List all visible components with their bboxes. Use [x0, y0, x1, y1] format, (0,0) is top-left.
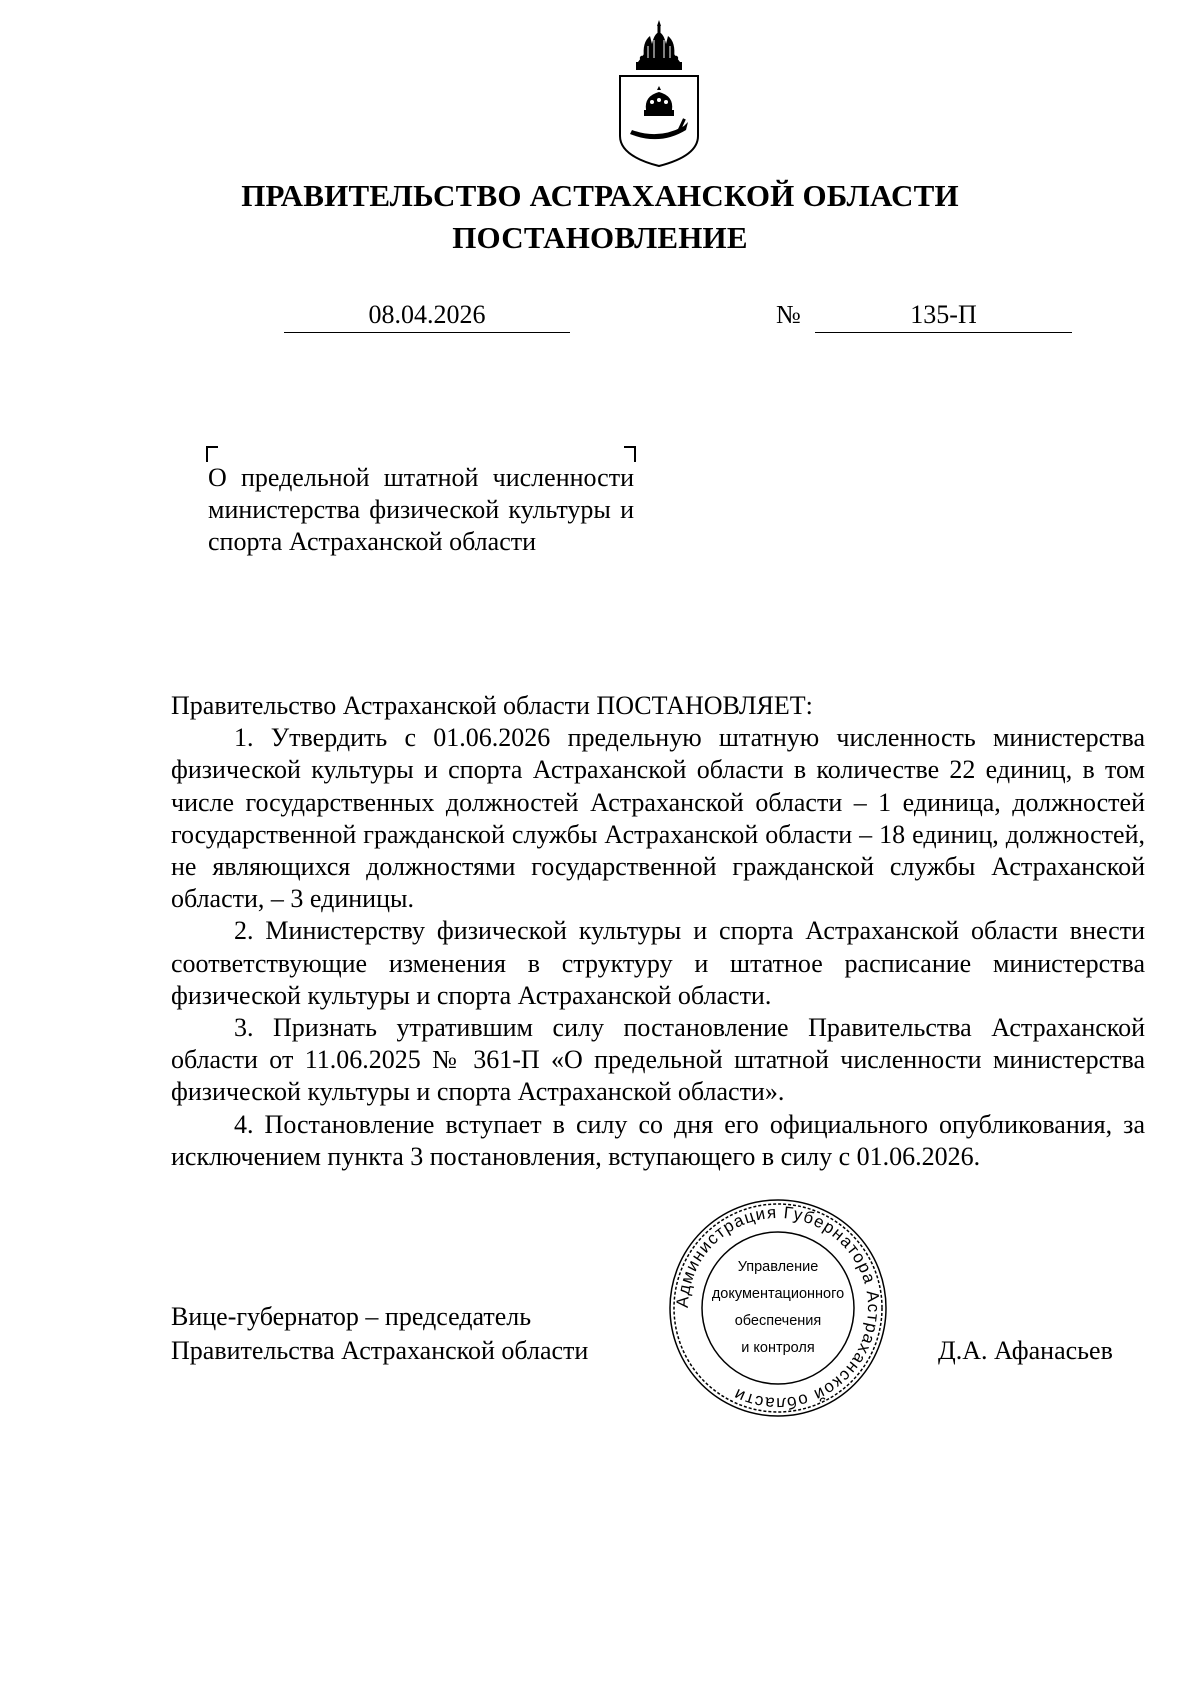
document-number: 135-П	[815, 298, 1072, 333]
document-date: 08.04.2026	[284, 298, 570, 333]
stamp-center-line: Управление	[737, 1259, 819, 1275]
document-subject: О предельной штатной численности министерства физической культуры и спорта Астраханской области	[208, 463, 634, 556]
body-item: 4. Постановление вступает в силу со дня его официального опубликования, за исключением пункта 3 постановления, вступающего в силу с 01.06.2026.	[171, 1109, 1145, 1171]
document-body	[171, 690, 1145, 1173]
government-heading: ПРАВИТЕЛЬСТВО АСТРАХАНСКОЙ ОБЛАСТИ	[241, 178, 959, 213]
body-intro: Правительство Астраханской области ПОСТАНОВЛЯЕТ:	[171, 691, 813, 720]
coat-of-arms-emblem	[614, 18, 704, 168]
number-sign: №	[776, 300, 801, 329]
signer-name: Д.А. Афанасьев	[938, 1336, 1113, 1365]
signer-position	[171, 1300, 588, 1368]
body-item: 1. Утвердить с 01.06.2026 предельную штатную численность министерства физической культуры и спорта Астраханской области в количестве 22 единиц, в том числе государственных должностей Астраханской области – 1 единица, должностей государственной гражданской службы Астраханской области – 18 единиц, должностей, не являющихся должностями государственной гражданской службы Астраханской области, – 3 единицы.	[171, 723, 1145, 914]
stamp-center-line: и контроля	[741, 1340, 815, 1356]
body-item: 3. Признать утратившим силу постановление Правительства Астраханской области от 11.06.2025 № 361-П «О предельной штатной численности министерства физической культуры и спорта Астраханской области».	[171, 1013, 1145, 1107]
stamp-center-line: обеспечения	[734, 1313, 822, 1329]
document-type-heading: ПОСТАНОВЛЕНИЕ	[452, 220, 748, 255]
signer-position-line: Вице-губернатор – председатель	[171, 1302, 532, 1331]
subject-corner-right	[624, 446, 636, 462]
signer-position-line: Правительства Астраханской области	[171, 1336, 589, 1365]
stamp-center-line: документационного	[711, 1286, 845, 1302]
subject-corner-left	[206, 446, 218, 462]
stamp-center-text	[688, 1254, 868, 1362]
body-item: 2. Министерству физической культуры и спорта Астраханской области внести соответствующие изменения в структуру и штатное расписание министерства физической культуры и спорта Астраханской области.	[171, 916, 1145, 1010]
stamp-ring-text: Администрация Губернатора Астраханской области	[672, 1202, 884, 1414]
